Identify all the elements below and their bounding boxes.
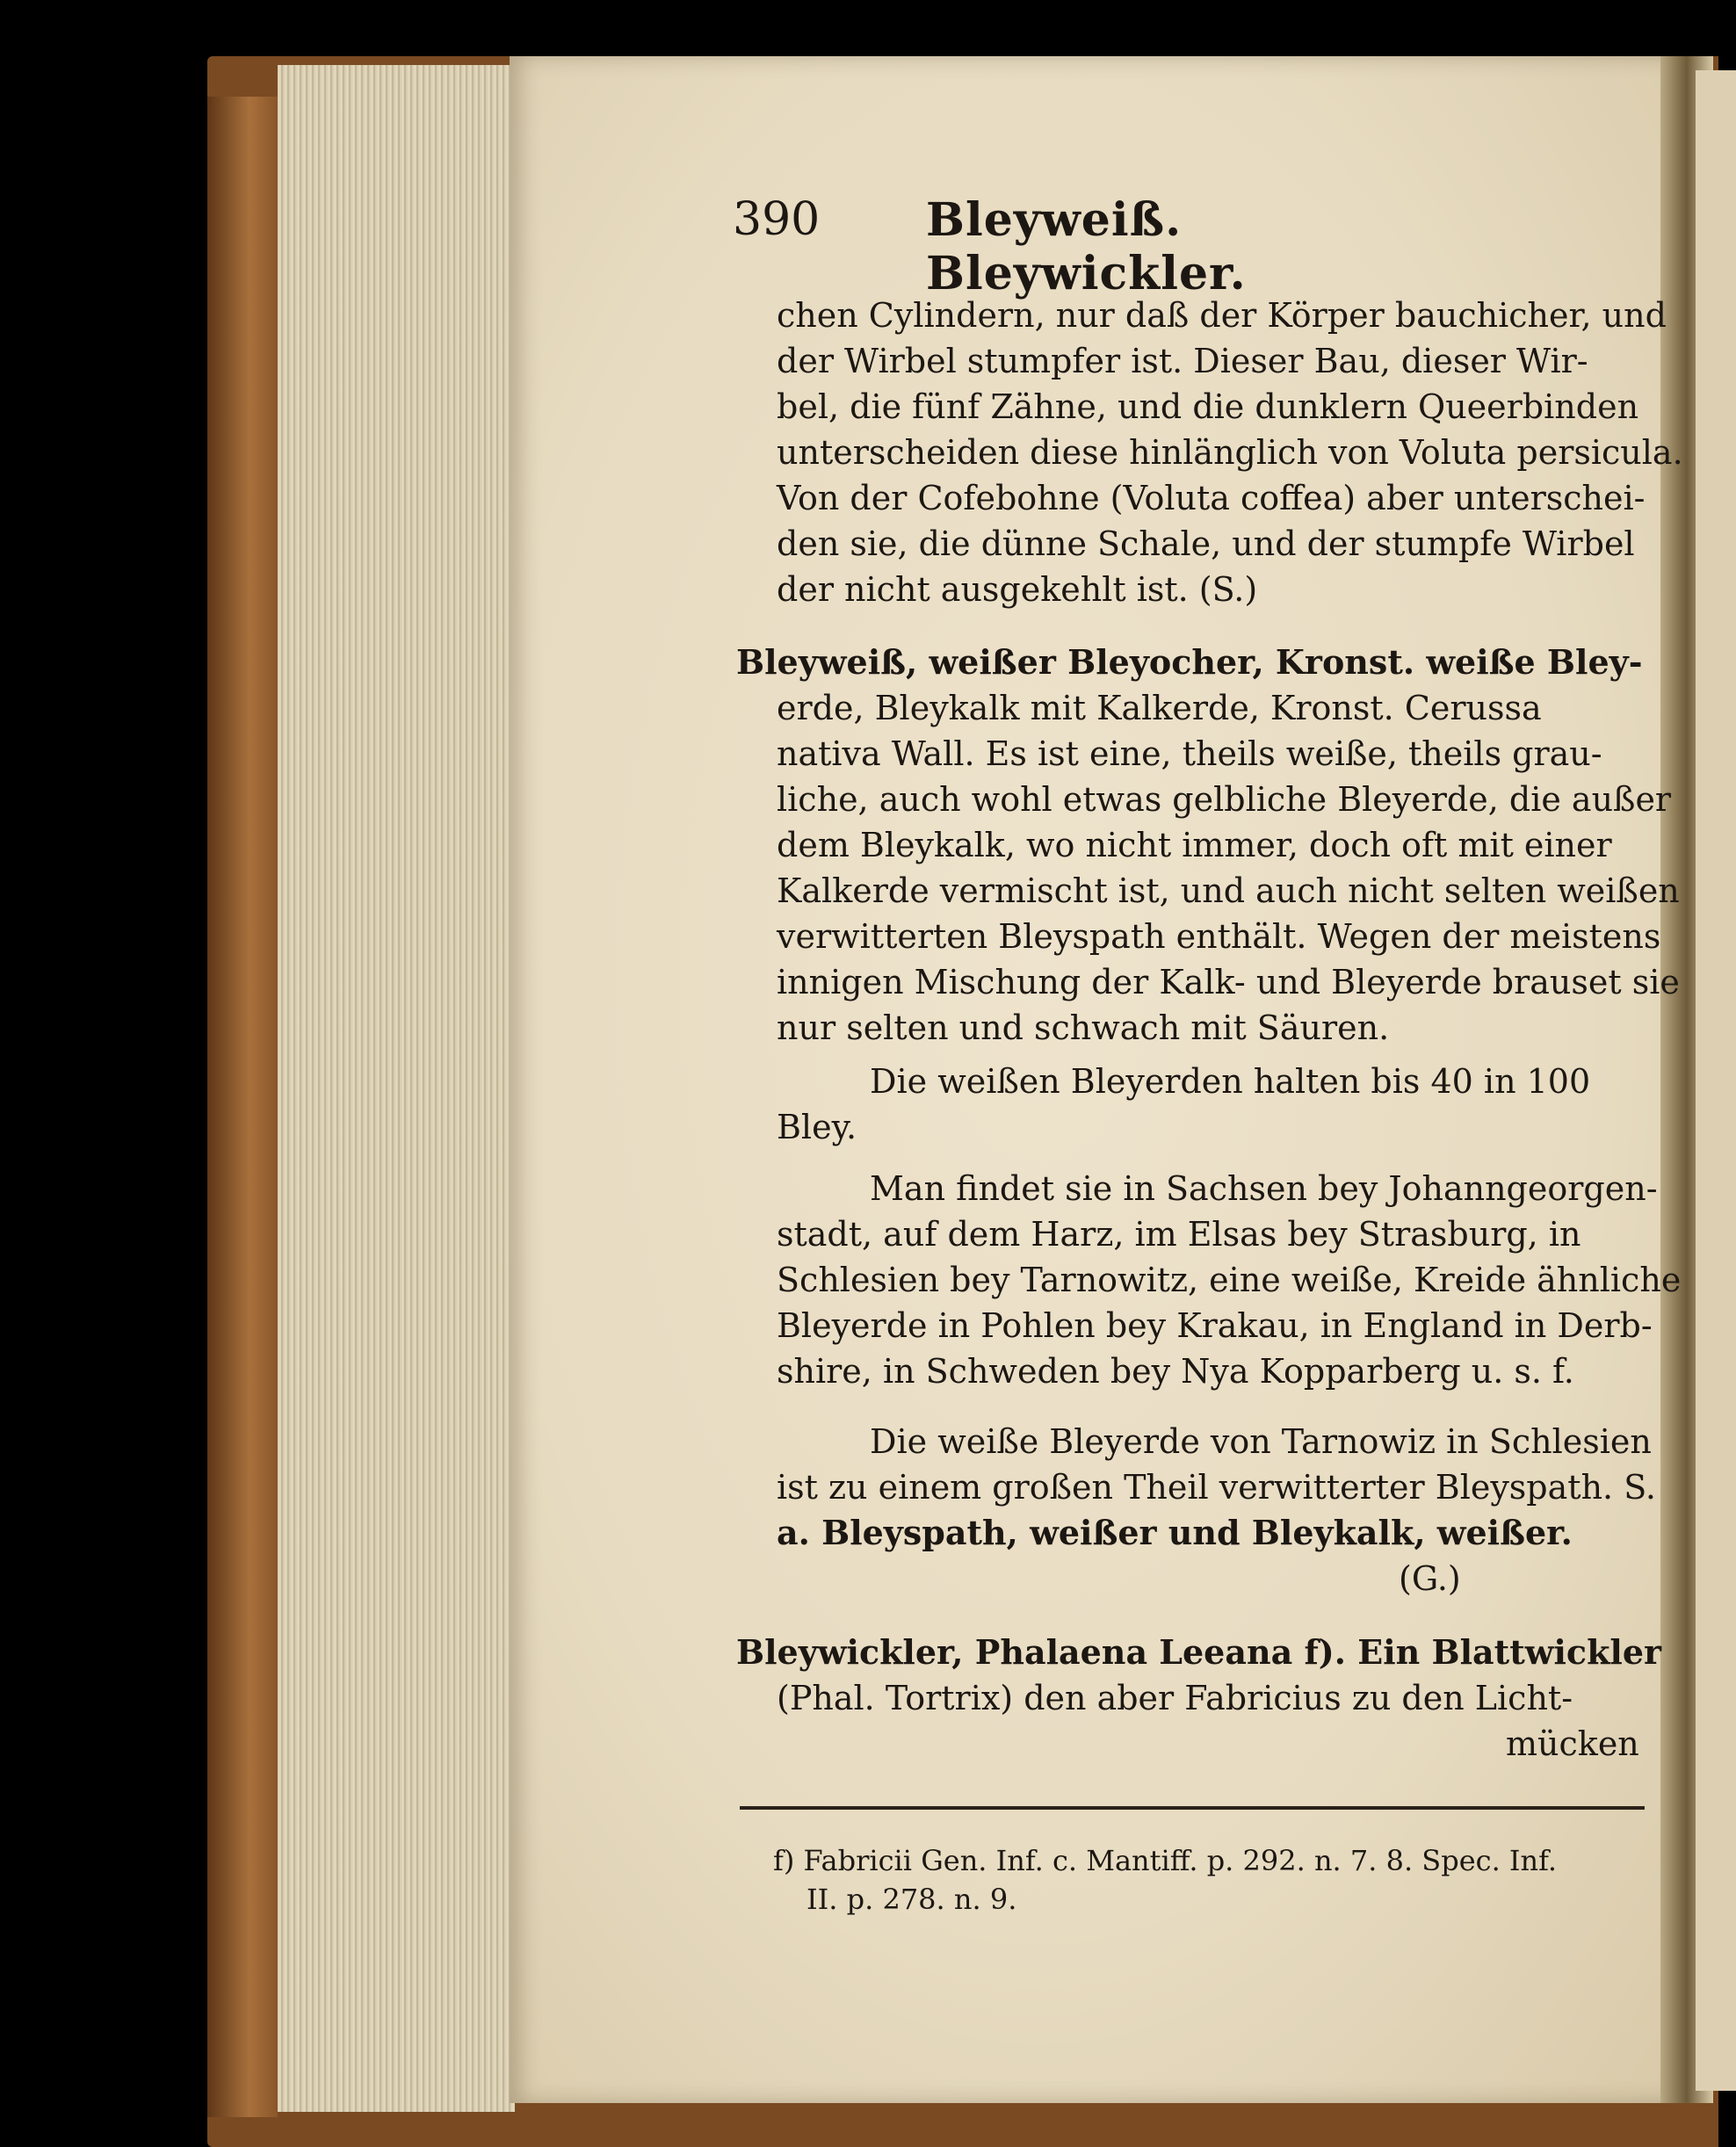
footnote-line: f) Fabricii Gen. Inf. c. Mantiff. p. 292. n. 7. 8. Spec. Inf. [773,1844,1558,1877]
text-line: chen Cylindern, nur daß der Körper bauchicher, und [777,296,1667,335]
text-line: unterscheiden diese hinlänglich von Voluta persicula. [777,433,1683,472]
text-line: Man findet sie in Sachsen bey Johanngeorgen- [870,1169,1658,1208]
text-line: Von der Cofebohne (Voluta coffea) aber unterschei- [777,479,1646,517]
text-line: a. Bleyspath, weißer und Bleykalk, weißer. [777,1513,1573,1552]
signature-mark: (G.) [1399,1559,1461,1598]
text-line: den sie, die dünne Schale, und der stumpfe Wirbel [777,524,1635,563]
footnote-rule [740,1806,1645,1810]
text-line: bel, die fünf Zähne, und die dunklern Queerbinden [777,387,1639,426]
page-header [733,193,1453,300]
text-line: Schlesien bey Tarnowitz, eine weiße, Kreide ähnliche [777,1261,1682,1299]
page-edges [278,65,515,2112]
text-line: ist zu einem großen Theil verwitterter Bleyspath. S. [777,1468,1656,1507]
text-line: der Wirbel stumpfer ist. Dieser Bau, dieser Wir- [777,342,1588,380]
text-line: dem Bleykalk, wo nicht immer, doch oft mit einer [777,826,1612,864]
text-line: innigen Mischung der Kalk- und Bleyerde brauset sie [777,963,1680,1001]
text-line: verwitterten Bleyspath enthält. Wegen der meistens [777,917,1661,956]
text-line: Bley. [777,1108,857,1146]
entry-heading-line: Bleyweiß, weißer Bleyocher, Kronst. weiße Bley- [736,642,1643,682]
text-line: Die weißen Bleyerden halten bis 40 in 100 [870,1062,1591,1101]
text-line: Die weiße Bleyerde von Tarnowiz in Schlesien [870,1422,1652,1461]
catchword: mücken [1506,1724,1639,1763]
text-line: nur selten und schwach mit Säuren. [777,1008,1390,1047]
text-line: der nicht ausgekehlt ist. (S.) [777,570,1258,609]
footnote-line: II. p. 278. n. 9. [807,1883,1017,1916]
text-line: nativa Wall. Es ist eine, theils weiße, theils grau- [777,734,1602,773]
facing-page-edge [1696,70,1736,2091]
text-line: Bleyerde in Pohlen bey Krakau, in England in Derb- [777,1306,1653,1345]
book-cover-edge [207,97,278,2117]
running-head: Bleyweiß. Bleywickler. [926,193,1247,300]
text-line: liche, auch wohl etwas gelbliche Bleyerde, die außer [777,780,1672,819]
text-line: (Phal. Tortrix) den aber Fabricius zu den Licht- [777,1679,1573,1717]
text-line: stadt, auf dem Harz, im Elsas bey Strasburg, in [777,1215,1581,1254]
text-line: erde, Bleykalk mit Kalkerde, Kronst. Cerussa [777,689,1542,727]
text-line: shire, in Schweden bey Nya Kopparberg u. s. f. [777,1352,1574,1391]
page-number: 390 [733,193,821,246]
entry-heading-line: Bleywickler, Phalaena Leeana f). Ein Blattwickler [736,1632,1662,1672]
text-line: Kalkerde vermischt ist, und auch nicht selten weißen [777,871,1680,910]
